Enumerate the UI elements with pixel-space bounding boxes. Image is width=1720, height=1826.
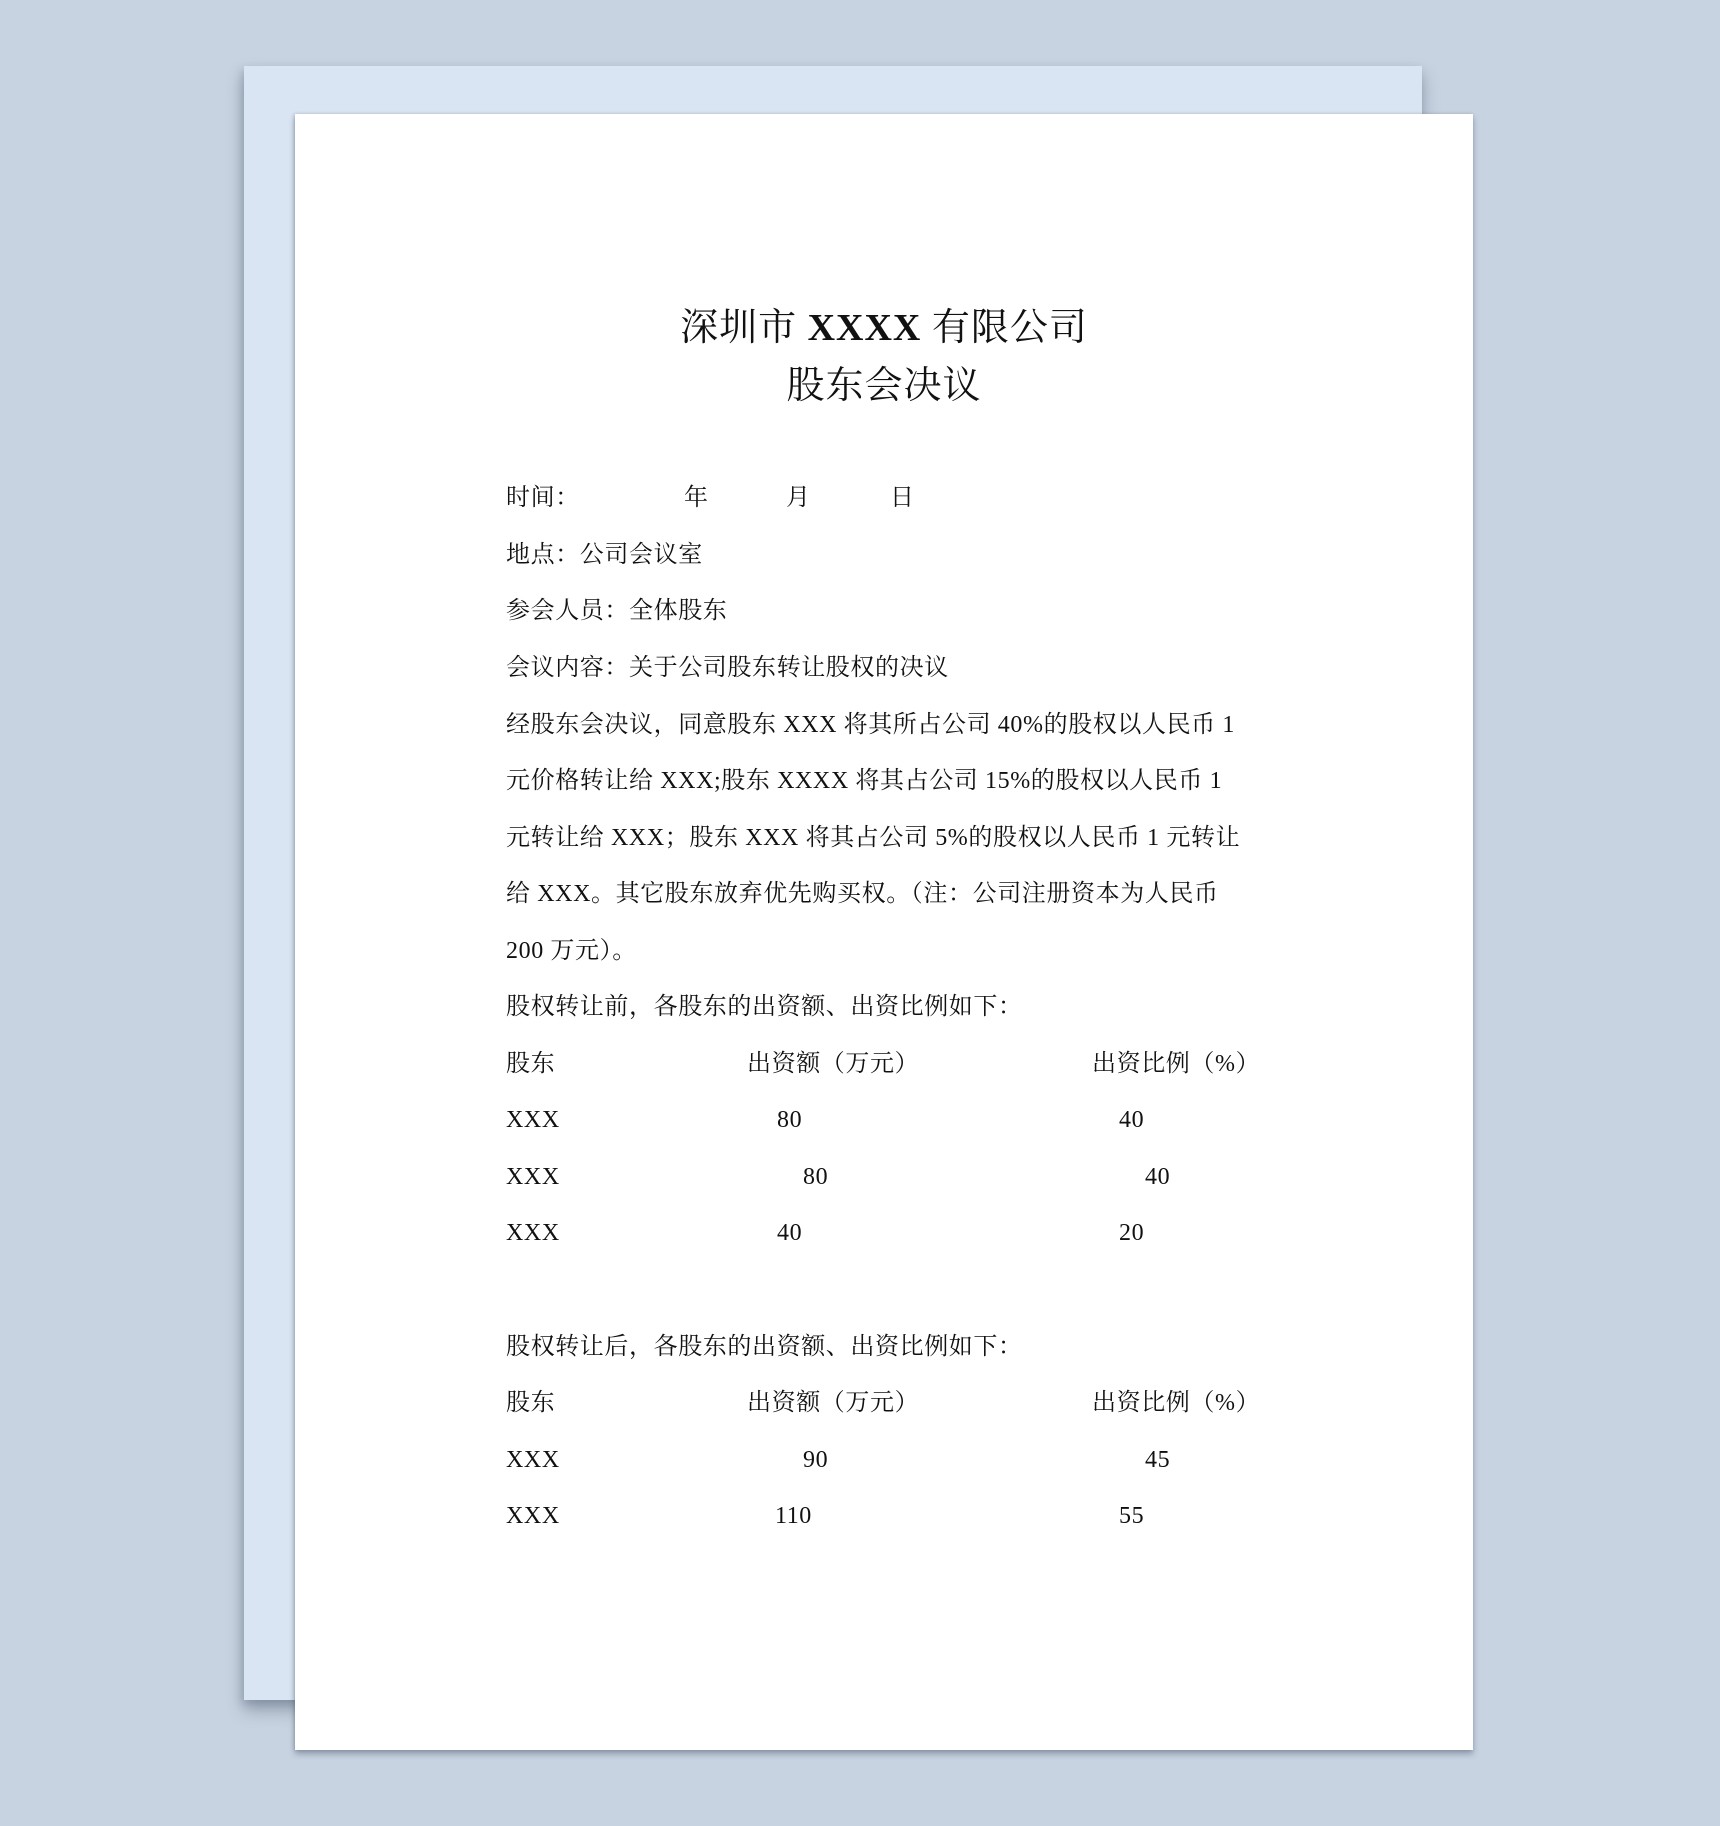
resolution-line: 元转让给 XXX；股东 XXX 将其占公司 5%的股权以人民币 1 元转让: [506, 825, 1241, 851]
table-header-contribution: 出资额（万元）: [747, 1390, 920, 1416]
meeting-attendees: 参会人员：全体股东: [506, 598, 728, 624]
meeting-day-label: 日: [890, 485, 915, 511]
document-page: [295, 114, 1473, 1750]
table-header-ratio: 出资比例（%）: [1092, 1390, 1261, 1416]
after-transfer-intro: 股权转让后，各股东的出资额、出资比例如下：: [506, 1334, 1023, 1360]
table-cell-contribution: 40: [777, 1220, 803, 1246]
title-suffix: 有限公司: [921, 307, 1088, 349]
title-prefix: 深圳市: [680, 307, 808, 349]
table-cell-shareholder: XXX: [506, 1503, 560, 1529]
table-cell-shareholder: XXX: [506, 1220, 560, 1246]
before-transfer-intro: 股权转让前，各股东的出资额、出资比例如下：: [506, 994, 1023, 1020]
table-cell-shareholder: XXX: [506, 1164, 560, 1190]
meeting-place: 地点：公司会议室: [506, 542, 703, 568]
document-subtitle: 股东会决议: [786, 365, 982, 407]
resolution-line: 200 万元）。: [506, 938, 637, 964]
table-cell-contribution: 80: [803, 1164, 829, 1190]
title-company-name: XXXX: [807, 307, 922, 349]
table-cell-ratio: 55: [1119, 1503, 1145, 1529]
table-cell-ratio: 40: [1145, 1164, 1171, 1190]
meeting-content: 会议内容：关于公司股东转让股权的决议: [506, 655, 949, 681]
table-cell-contribution: 110: [775, 1503, 812, 1529]
resolution-line: 元价格转让给 XXX;股东 XXXX 将其占公司 15%的股权以人民币 1: [506, 768, 1223, 794]
table-header-shareholder: 股东: [506, 1390, 556, 1416]
table-cell-ratio: 20: [1119, 1220, 1145, 1246]
table-cell-contribution: 90: [803, 1447, 829, 1473]
meeting-time-label: 时间：: [506, 485, 580, 511]
table-cell-shareholder: XXX: [506, 1107, 560, 1133]
table-cell-contribution: 80: [777, 1107, 803, 1133]
resolution-line: 经股东会决议，同意股东 XXX 将其所占公司 40%的股权以人民币 1: [506, 712, 1235, 738]
table-cell-ratio: 40: [1119, 1107, 1145, 1133]
table-header-ratio: 出资比例（%）: [1092, 1051, 1261, 1077]
meeting-year-label: 年: [684, 485, 709, 511]
table-header-contribution: 出资额（万元）: [747, 1051, 920, 1077]
table-cell-ratio: 45: [1145, 1447, 1171, 1473]
table-header-shareholder: 股东: [506, 1051, 556, 1077]
meeting-month-label: 月: [786, 485, 811, 511]
document-title: [295, 306, 1473, 350]
resolution-line: 给 XXX。其它股东放弃优先购买权。（注：公司注册资本为人民币: [506, 881, 1219, 907]
table-cell-shareholder: XXX: [506, 1447, 560, 1473]
